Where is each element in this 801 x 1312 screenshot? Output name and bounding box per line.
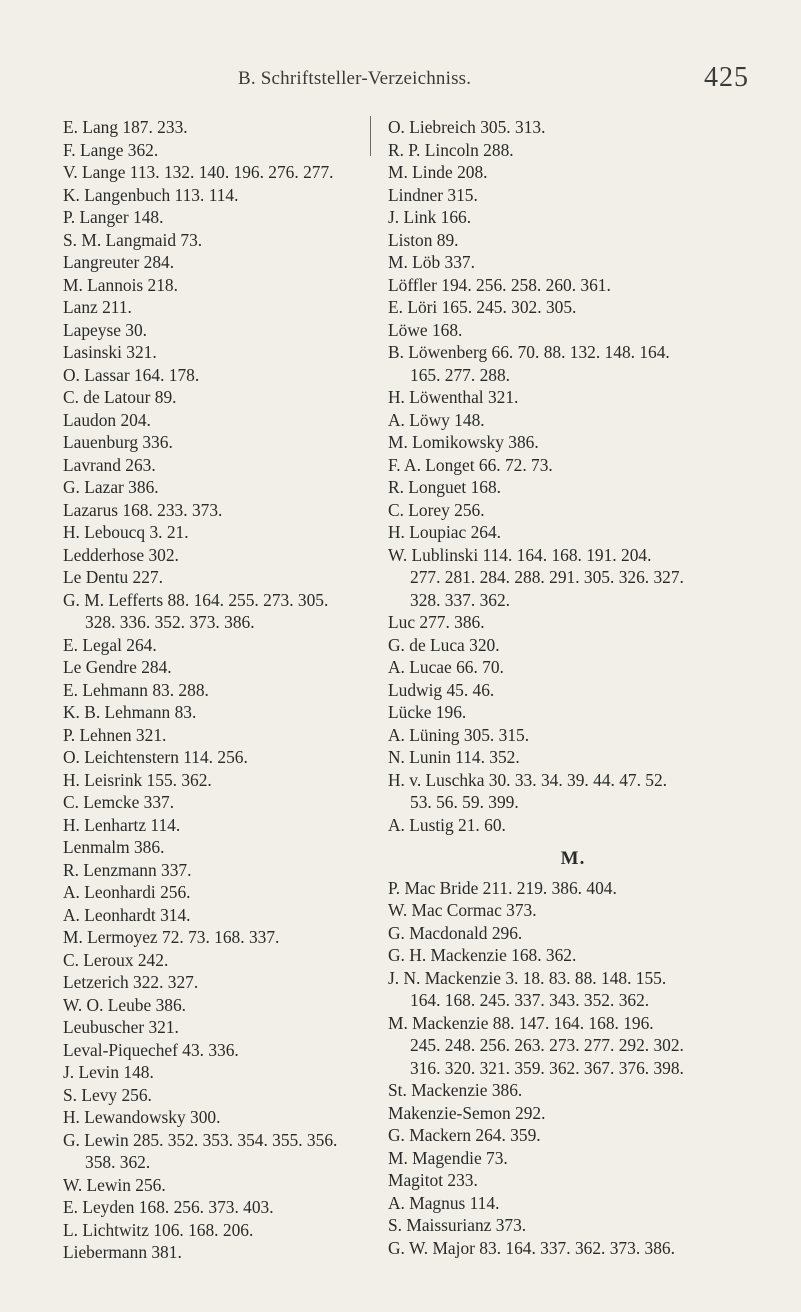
index-entry: G. W. Major 83. 164. 337. 362. 373. 386.: [388, 1237, 675, 1258]
index-entry: N. Lunin 114. 352.: [388, 747, 520, 767]
index-entry: Löwe 168.: [388, 319, 463, 340]
index-entry: J. N. Mackenzie 3. 18. 83. 88. 148. 155.: [388, 967, 667, 988]
index-entry: Lenmalm 386.: [63, 837, 165, 857]
index-entry: Le Gendre 284.: [63, 657, 172, 677]
index-entry-continuation: 165. 277. 288.: [410, 364, 510, 385]
index-entry: Lauenburg 336.: [63, 432, 173, 452]
index-entry: F. A. Longet 66. 72. 73.: [388, 454, 553, 475]
index-entry: Lanz 211.: [63, 297, 132, 317]
index-entry: E. Löri 165. 245. 302. 305.: [388, 297, 577, 317]
index-entry: M. Lermoyez 72. 73. 168. 337.: [63, 927, 280, 947]
index-entry: H. Löwenthal 321.: [388, 387, 519, 407]
index-entry-continuation: 277. 281. 284. 288. 291. 305. 326. 327.: [410, 567, 684, 587]
index-entry: H. Leboucq 3. 21.: [63, 522, 189, 542]
index-entry: E. Lehmann 83. 288.: [63, 679, 209, 700]
index-entry: M. Lannois 218.: [63, 274, 178, 295]
index-entry-continuation: 53. 56. 59. 399.: [410, 792, 519, 812]
index-entry: S. Levy 256.: [63, 1084, 152, 1105]
index-entry: A. Lüning 305. 315.: [388, 724, 530, 745]
index-entry: B. Löwenberg 66. 70. 88. 132. 148. 164.: [388, 342, 670, 362]
index-entry: H. Loupiac 264.: [388, 522, 502, 542]
index-entry: P. Lehnen 321.: [63, 724, 167, 745]
index-entry: E. Legal 264.: [63, 634, 157, 655]
index-entry: S. M. Langmaid 73.: [63, 229, 203, 250]
index-entry: K. Langenbuch 113. 114.: [63, 184, 239, 205]
index-entry: W. Lewin 256.: [63, 1174, 166, 1195]
index-entry: G. de Luca 320.: [388, 634, 500, 655]
section-heading-m: M.: [560, 848, 586, 869]
index-entry: Letzerich 322. 327.: [63, 972, 199, 992]
index-entry: E. Lang 187. 233.: [63, 117, 188, 137]
index-entry: J. Levin 148.: [63, 1062, 154, 1082]
index-entry: M. Linde 208.: [388, 162, 488, 182]
index-entry-continuation: 328. 337. 362.: [410, 589, 510, 610]
index-entry: Le Dentu 227.: [63, 567, 163, 587]
index-entry-continuation: 328. 336. 352. 373. 386.: [85, 612, 255, 632]
index-entry: P. Mac Bride 211. 219. 386. 404.: [388, 877, 617, 898]
index-entry: St. Mackenzie 386.: [388, 1080, 523, 1100]
index-entry: A. Magnus 114.: [388, 1192, 500, 1213]
index-entry: C. de Latour 89.: [63, 387, 177, 407]
index-entry: W. O. Leube 386.: [63, 994, 186, 1015]
page-number: 425: [704, 62, 749, 93]
index-entry: P. Langer 148.: [63, 207, 164, 227]
index-entry: Leubuscher 321.: [63, 1017, 179, 1037]
index-entry: Lindner 315.: [388, 184, 478, 205]
index-entry-continuation: 316. 320. 321. 359. 362. 367. 376. 398.: [410, 1057, 684, 1078]
index-entry: Löffler 194. 256. 258. 260. 361.: [388, 274, 611, 295]
index-entry: M. Magendie 73.: [388, 1147, 508, 1168]
index-entry: Liston 89.: [388, 229, 459, 250]
index-entry: C. Leroux 242.: [63, 949, 169, 970]
index-entry: Langreuter 284.: [63, 252, 175, 272]
index-entry: O. Leichtenstern 114. 256.: [63, 747, 248, 767]
index-entry: R. P. Lincoln 288.: [388, 139, 514, 160]
index-entry: H. Leisrink 155. 362.: [63, 769, 212, 790]
index-entry: G. M. Lefferts 88. 164. 255. 273. 305.: [63, 589, 329, 610]
index-entry: S. Maissurianz 373.: [388, 1215, 527, 1235]
index-entry: Lasinski 321.: [63, 342, 157, 362]
index-entry: A. Leonhardi 256.: [63, 882, 191, 902]
index-entry: A. Leonhardt 314.: [63, 904, 191, 925]
index-entry: R. Lenzmann 337.: [63, 859, 192, 880]
index-entry-continuation: 164. 168. 245. 337. 343. 352. 362.: [410, 990, 650, 1010]
index-entry: W. Mac Cormac 373.: [388, 900, 537, 920]
index-entry: C. Lemcke 337.: [63, 792, 175, 812]
right-column-m-entries: [388, 877, 758, 1260]
index-entry: R. Longuet 168.: [388, 477, 502, 497]
index-entry: Luc 277. 386.: [388, 612, 485, 632]
index-entry: G. Mackern 264. 359.: [388, 1125, 541, 1145]
right-column-l-entries: [388, 116, 758, 836]
index-entry: V. Lange 113. 132. 140. 196. 276. 277.: [63, 162, 334, 182]
running-title: B. Schriftsteller-Verzeichniss.: [238, 68, 472, 89]
page-header: [0, 60, 801, 96]
index-entry-continuation: 245. 248. 256. 263. 273. 277. 292. 302.: [410, 1035, 684, 1055]
index-entry: M. Löb 337.: [388, 252, 475, 272]
index-entry: Liebermann 381.: [63, 1242, 182, 1262]
index-entry: J. Link 166.: [388, 207, 472, 227]
index-entry: K. B. Lehmann 83.: [63, 702, 197, 722]
index-entry: A. Lustig 21. 60.: [388, 814, 506, 835]
index-entry: M. Mackenzie 88. 147. 164. 168. 196.: [388, 1012, 654, 1033]
index-entry: L. Lichtwitz 106. 168. 206.: [63, 1219, 254, 1240]
index-entry: F. Lange 362.: [63, 139, 159, 160]
index-entry: Ludwig 45. 46.: [388, 679, 495, 700]
index-entry: Lücke 196.: [388, 702, 467, 722]
index-entry: G. Macdonald 296.: [388, 922, 523, 943]
index-entry: Magitot 233.: [388, 1170, 478, 1190]
index-entry: Makenzie-Semon 292.: [388, 1102, 546, 1123]
index-entry: A. Lucae 66. 70.: [388, 657, 504, 677]
left-column: [63, 116, 413, 1264]
index-entry: E. Leyden 168. 256. 373. 403.: [63, 1197, 274, 1217]
index-entry: Lapeyse 30.: [63, 319, 148, 340]
index-entry: Lazarus 168. 233. 373.: [63, 499, 223, 520]
index-entry: H. v. Luschka 30. 33. 34. 39. 44. 47. 52.: [388, 769, 668, 790]
index-entry: Laudon 204.: [63, 409, 151, 430]
index-entry: Lavrand 263.: [63, 454, 156, 475]
index-entry: A. Löwy 148.: [388, 409, 485, 430]
index-entry: Leval-Piquechef 43. 336.: [63, 1039, 239, 1060]
index-entry: W. Lublinski 114. 164. 168. 191. 204.: [388, 544, 652, 565]
index-entry: O. Lassar 164. 178.: [63, 364, 200, 385]
index-entry: C. Lorey 256.: [388, 499, 485, 520]
right-column: [388, 116, 758, 1259]
index-entry: Ledderhose 302.: [63, 544, 179, 565]
index-entry: H. Lewandowsky 300.: [63, 1107, 221, 1127]
index-entry: M. Lomikowsky 386.: [388, 432, 539, 452]
index-entry: H. Lenhartz 114.: [63, 814, 181, 835]
index-entry: G. Lazar 386.: [63, 477, 159, 497]
index-entry: G. Lewin 285. 352. 353. 354. 355. 356.: [63, 1129, 338, 1150]
index-entry-continuation: 358. 362.: [85, 1152, 151, 1172]
index-entry: G. H. Mackenzie 168. 362.: [388, 945, 577, 965]
index-entry: O. Liebreich 305. 313.: [388, 117, 546, 137]
